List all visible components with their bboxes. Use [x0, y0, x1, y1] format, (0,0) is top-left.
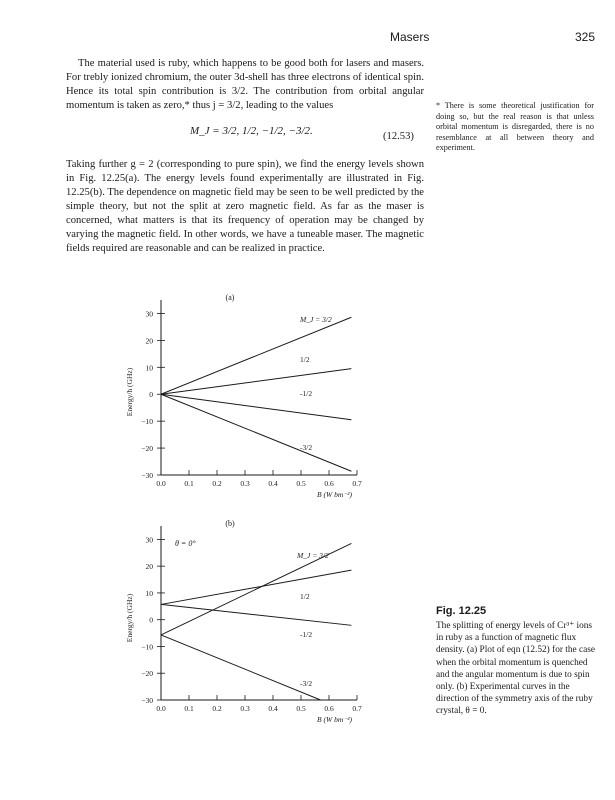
y-tick-label: 10: [145, 588, 153, 598]
y-tick-label: −20: [141, 444, 153, 454]
series-line-4: [161, 394, 351, 471]
panel-label: (a): [225, 293, 235, 302]
y-tick-label: −30: [141, 696, 153, 705]
series-label: 1/2: [300, 355, 310, 364]
series-label: -3/2: [300, 679, 313, 688]
x-tick-label: 0.6: [324, 704, 334, 713]
body-paragraph-2: Taking further g = 2 (corresponding to pure spin), we find the energy levels shown in Fig. 12.25(a). The energy levels found experimentally are illustrated in Fig. 12.25(b). The dependence on magnetic field may be seen to be well predicted by the simple theory, but not the split at zero magnetic field. As far as the maser is concerned, what matters is that its frequency of operation may be changed by varying the magnetic field. In other words, we have a tuneable maser. The magnetic fields required are reasonable and can be realized in practice.: [66, 159, 424, 254]
figure-title: Fig. 12.25: [436, 605, 487, 617]
y-tick-label: −10: [141, 417, 153, 427]
x-tick-label: 0.3: [240, 704, 250, 713]
series-line-4: [161, 635, 321, 700]
page-number: 325: [575, 30, 596, 44]
y-tick-label: −20: [141, 669, 153, 679]
x-tick-label: 0.7: [352, 479, 362, 488]
running-header: Masers: [390, 30, 430, 44]
series-label: -3/2: [300, 443, 313, 452]
x-tick-label: 0.1: [184, 479, 194, 488]
y-tick-label: 30: [145, 535, 153, 545]
x-tick-label: 0.2: [212, 704, 222, 713]
x-tick-label: 0.0: [156, 704, 166, 713]
chart-a: [0, 282, 420, 537]
x-tick-label: 0.1: [184, 704, 194, 713]
x-tick-label: 0.5: [296, 704, 306, 713]
series-label: M_J = 3/2: [300, 315, 332, 324]
series-line-3: [161, 394, 351, 420]
series-label: 1/2: [300, 592, 310, 601]
series-line-1: [161, 317, 351, 394]
x-axis-label: B (W bm⁻²): [317, 490, 352, 499]
equation-12-53: M_J = 3/2, 1/2, −1/2, −3/2.: [190, 125, 313, 137]
y-axis-label: Energy/h (GHz): [125, 367, 134, 417]
footnote: * There is some theoretical justification for doing so, but the real reason is that unless orbital momentum is disregarded, there is no resemblance at all between theory and experiment.: [436, 101, 594, 152]
body-paragraph-1: The material used is ruby, which happens to be good both for lasers and masers. For trebly ionized chromium, the outer 3d-shell has three electrons of identical spin. Hence its total spin contribution is 3/2. The contribution from orbital angular momentum is taken as zero,* thus j = 3/2, leading to the values: [66, 58, 424, 111]
y-tick-label: 30: [145, 309, 153, 319]
x-tick-label: 0.5: [296, 479, 306, 488]
x-tick-label: 0.4: [268, 704, 278, 713]
y-tick-label: −10: [141, 642, 153, 652]
panel-label: (b): [225, 519, 235, 528]
equation-number: (12.53): [383, 131, 414, 142]
series-line-2: [161, 369, 351, 395]
series-line-2: [161, 570, 351, 604]
x-tick-label: 0.0: [156, 479, 166, 488]
figure-caption: The splitting of energy levels of Cr³⁺ ions in ruby as a function of magnetic flux density. (a) Plot of eqn (12.52) for the case when the orbital momentum is quenched and the angular momentum is due to spin only. (b) Experimental curves in the direction of the symmetry axis of the ruby crystal, θ = 0.: [436, 621, 595, 717]
y-axis-label: Energy/h (GHz): [125, 593, 134, 643]
y-tick-label: 0: [149, 615, 153, 625]
x-tick-label: 0.7: [352, 704, 362, 713]
y-tick-label: 0: [149, 390, 153, 400]
x-axis-label: B (W bm⁻²): [317, 715, 352, 724]
y-tick-label: 10: [145, 363, 153, 373]
x-tick-label: 0.6: [324, 479, 334, 488]
series-label: M_J = 3/2: [297, 551, 329, 560]
y-tick-label: 20: [145, 562, 153, 572]
y-tick-label: −30: [141, 471, 153, 480]
series-label: -1/2: [300, 389, 313, 398]
y-tick-label: 20: [145, 336, 153, 346]
series-line-3: [161, 604, 351, 625]
x-tick-label: 0.4: [268, 479, 278, 488]
chart-b: [0, 510, 420, 760]
series-label: -1/2: [300, 630, 313, 639]
x-tick-label: 0.2: [212, 479, 222, 488]
angle-annotation: θ = 0°: [175, 539, 196, 548]
x-tick-label: 0.3: [240, 479, 250, 488]
